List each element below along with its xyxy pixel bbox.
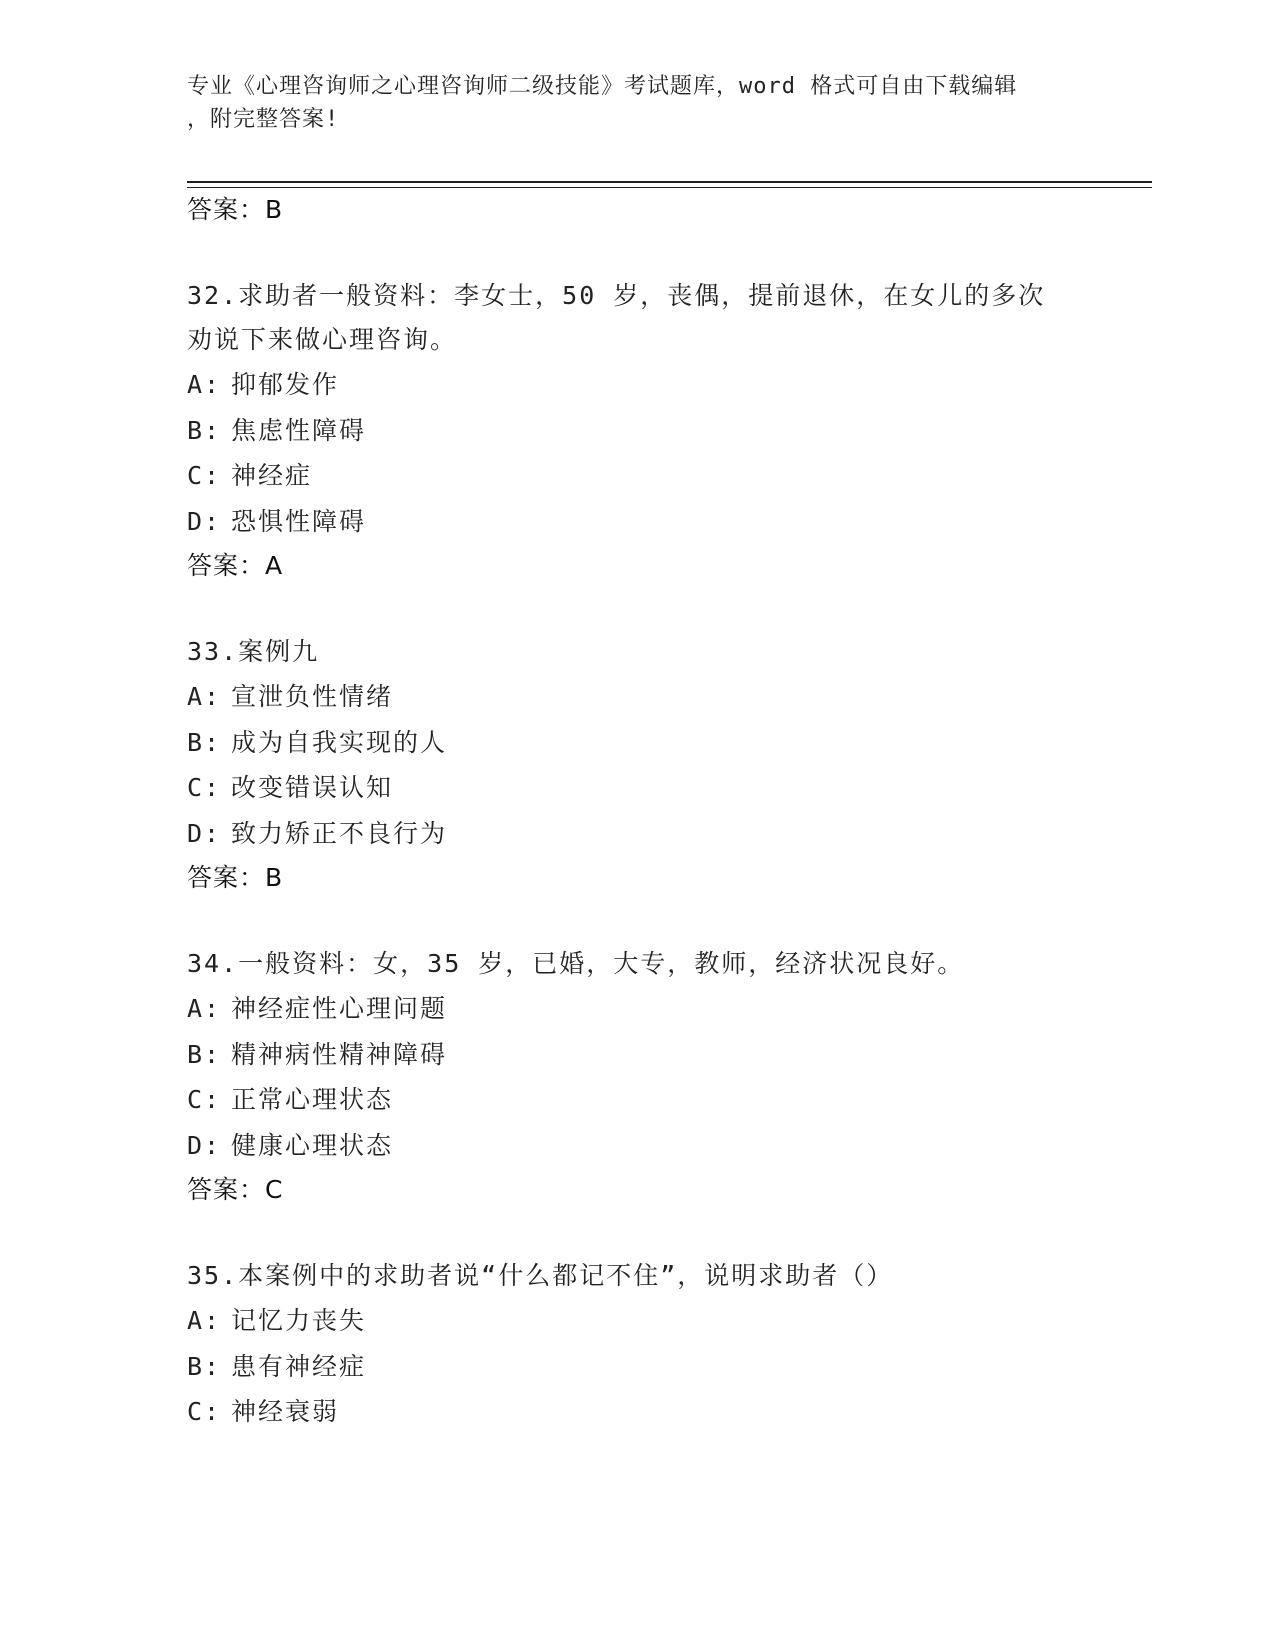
option-b bbox=[187, 1032, 1152, 1078]
option-b bbox=[187, 720, 1152, 766]
option-key: A: bbox=[187, 1306, 222, 1335]
option-key: B: bbox=[187, 727, 222, 757]
option-text: 宣泄负性情绪 bbox=[231, 682, 394, 711]
question-34 bbox=[187, 942, 1152, 1212]
option-key: C: bbox=[187, 461, 222, 490]
option-d bbox=[187, 811, 1152, 857]
option-key: A: bbox=[187, 994, 222, 1023]
option-a bbox=[187, 1298, 1152, 1344]
question-32 bbox=[187, 274, 1152, 588]
option-key: A: bbox=[187, 370, 222, 399]
option-text: 健康心理状态 bbox=[231, 1130, 394, 1160]
header-divider bbox=[187, 181, 1152, 188]
document-page bbox=[187, 70, 1152, 1435]
option-key: D: bbox=[187, 818, 222, 848]
option-text: 患有神经症 bbox=[231, 1351, 367, 1381]
option-text: 正常心理状态 bbox=[231, 1085, 394, 1114]
option-text: 神经症性心理问题 bbox=[231, 994, 448, 1023]
option-c bbox=[187, 765, 1152, 811]
answer: 答案：B bbox=[187, 863, 284, 892]
option-c bbox=[187, 453, 1152, 499]
option-text: 神经症 bbox=[231, 461, 313, 490]
option-a bbox=[187, 674, 1152, 720]
option-d bbox=[187, 499, 1152, 545]
option-key: C: bbox=[187, 1397, 222, 1426]
option-d bbox=[187, 1123, 1152, 1169]
option-key: D: bbox=[187, 1130, 222, 1160]
question-text: 34.一般资料：女，35 岁，已婚，大专，教师，经济状况良好。 bbox=[187, 949, 965, 978]
option-c bbox=[187, 1389, 1152, 1435]
option-text: 焦虑性障碍 bbox=[231, 415, 367, 445]
question-text: 32.求助者一般资料：李女士，50 岁，丧偶，提前退休，在女儿的多次 bbox=[187, 281, 1046, 310]
option-key: C: bbox=[187, 1085, 222, 1114]
option-text: 恐惧性障碍 bbox=[231, 506, 367, 536]
previous-answer: 答案：B bbox=[187, 195, 284, 224]
question-33 bbox=[187, 630, 1152, 900]
answer: 答案：A bbox=[187, 551, 284, 580]
option-key: B: bbox=[187, 1039, 222, 1069]
option-a bbox=[187, 986, 1152, 1032]
document-header-line-2: ，附完整答案! bbox=[187, 107, 340, 132]
option-c bbox=[187, 1077, 1152, 1123]
question-text: 33.案例九 bbox=[187, 637, 320, 666]
question-text: 35.本案例中的求助者说“什么都记不住”，说明求助者（） bbox=[187, 1261, 894, 1290]
option-key: B: bbox=[187, 415, 222, 445]
answer: 答案：C bbox=[187, 1175, 284, 1204]
option-text: 抑郁发作 bbox=[231, 370, 340, 399]
question-35 bbox=[187, 1254, 1152, 1435]
option-text: 神经衰弱 bbox=[231, 1397, 340, 1426]
option-b bbox=[187, 408, 1152, 454]
option-key: C: bbox=[187, 773, 222, 802]
option-text: 改变错误认知 bbox=[231, 773, 394, 802]
option-text: 致力矫正不良行为 bbox=[231, 818, 448, 848]
option-key: B: bbox=[187, 1351, 222, 1381]
option-key: D: bbox=[187, 506, 222, 536]
option-key: A: bbox=[187, 682, 222, 711]
option-a bbox=[187, 362, 1152, 408]
option-text: 精神病性精神障碍 bbox=[231, 1039, 448, 1069]
option-b bbox=[187, 1344, 1152, 1390]
document-header-line-1: 专业《心理咨询师之心理咨询师二级技能》考试题库，word 格式可自由下载编辑 bbox=[187, 74, 1018, 99]
option-text: 记忆力丧失 bbox=[231, 1306, 367, 1335]
option-text: 成为自我实现的人 bbox=[231, 727, 448, 757]
question-text-continued: 劝说下来做心理咨询。 bbox=[187, 325, 458, 354]
